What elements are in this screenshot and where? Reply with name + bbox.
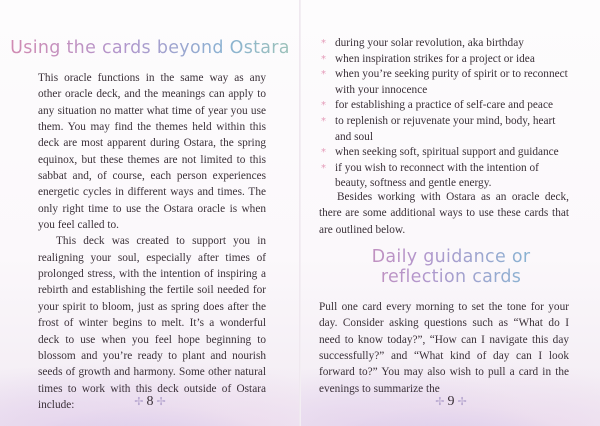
list-item-text: when inspiration strikes for a project or idea <box>335 52 535 65</box>
section-heading-daily-guidance <box>301 247 600 287</box>
paragraph-pull-card: Pull one card every morning to set the tone for your day. Consider asking questions such as “What do I need to know today?”, “How can I navigate this day successfully?” and “What kind of day can I look forward to?” You may also wish to pull a card in the evenings to summarize the <box>319 301 569 395</box>
list-item-text: during your solar revolution, aka birthday <box>335 37 524 49</box>
folio-ornament-icon: ✢ <box>457 395 467 408</box>
heading-line-1: Daily guidance or <box>371 247 531 267</box>
folio-ornament-icon: ✢ <box>134 395 144 408</box>
folio-ornament-icon: ✢ <box>156 395 166 408</box>
asterisk-bullet-icon: * <box>321 69 326 81</box>
list-item <box>319 98 569 114</box>
page-number: 8 <box>146 394 154 409</box>
asterisk-bullet-icon: * <box>321 38 326 49</box>
asterisk-bullet-icon: * <box>321 147 326 159</box>
section-heading-beyond-ostara: Using the cards beyond Ostara <box>0 38 300 58</box>
left-body-text <box>38 70 266 413</box>
list-item <box>319 114 569 145</box>
heading-line-2: reflection cards <box>380 267 522 287</box>
list-item <box>319 161 569 192</box>
page-number: 9 <box>447 394 455 409</box>
paragraph-deck-created: This deck was created to support you in realigning your soul, especially after times of prolonged stress, with the intention of inspiring a rebirth and establishing the fertile soil needed for your spirit to bloom, just as spring does after the frost of winter begins to melt. It’s a wonderful deck to use when you feel hope beginning to blossom and you’re ready to plant and nourish seeds of growth and harmony. Some other natural times to work with this deck outside of Ostara include: <box>38 235 266 411</box>
natural-times-list <box>319 36 569 192</box>
asterisk-bullet-icon: * <box>321 115 326 127</box>
list-item-text: when seeking soft, spiritual support and guidance <box>335 146 559 159</box>
right-page <box>300 0 600 426</box>
list-item <box>319 67 569 98</box>
folio-ornament-icon: ✢ <box>435 395 445 408</box>
list-item-text: for establishing a practice of self-care and peace <box>335 99 553 112</box>
list-item <box>319 36 569 52</box>
list-item <box>319 52 569 68</box>
list-item-text: when you’re seeking purity of spirit or to reconnect with your innocence <box>335 68 568 96</box>
page-number-right <box>301 394 600 410</box>
list-item-text: to replenish or rejuvenate your mind, body, heart and soul <box>335 114 556 143</box>
paragraph-besides: Besides working with Ostara as an oracle deck, there are some additional ways to use these cards that are outlined below. <box>319 191 569 236</box>
page-number-left <box>0 394 300 410</box>
asterisk-bullet-icon: * <box>321 53 326 65</box>
asterisk-bullet-icon: * <box>321 162 326 174</box>
asterisk-bullet-icon: * <box>321 100 326 112</box>
list-item-text: if you wish to reconnect with the intention of beauty, softness and gentle energy. <box>335 161 539 190</box>
paragraph-oracle-functions: This oracle functions in the same way as any other oracle deck, and the meanings can apply to any situation no matter what time of year you use them. You may find the themes held within this deck are most apparent during Ostara, the spring equinox, but these themes are not limited to this sabbat and, of course, each person experiences energetic cycles in different ways and times. The only right time to use the Ostara oracle is when you feel called to. <box>38 72 266 232</box>
list-item <box>319 145 569 161</box>
